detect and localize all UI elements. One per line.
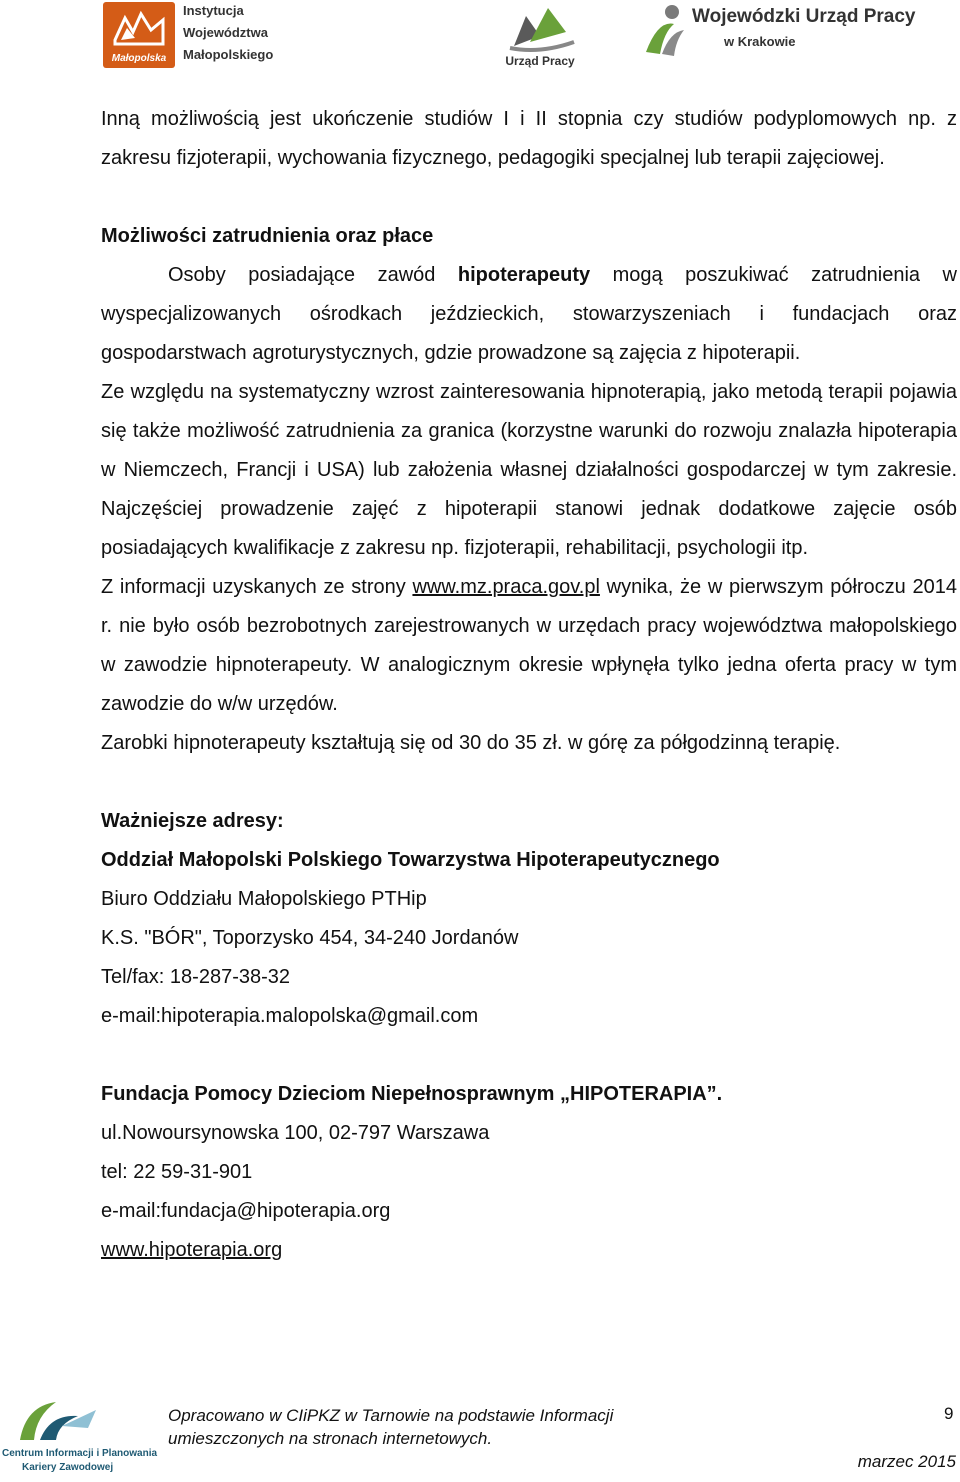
employment-p1-start: Osoby posiadające zawód [168, 264, 458, 286]
org2-name-text: Fundacja Pomocy Dzieciom Niepełnosprawnym „HIPOTERAPIA”. [101, 1083, 723, 1105]
employment-p3-start: Z informacji uzyskanych ze strony [101, 576, 413, 598]
org1-name [101, 841, 957, 880]
wup-logo-title: Wojewódzki Urząd Pracy [692, 6, 916, 27]
imp-logo-line1: Instytucja [183, 3, 244, 18]
ciipkz-logo-line1: Centrum Informacji i Planowania [2, 1448, 158, 1459]
employment-heading [101, 217, 957, 256]
employment-paragraph-4: Zarobki hipnoterapeuty kształtują się od 30 do 35 zł. w górę za półgodzinną terapię. [101, 732, 841, 754]
wup-figure-icon [640, 2, 690, 58]
org1-email: e-mail:hipoterapia.malopolska@gmail.com [101, 1005, 479, 1027]
mz-praca-link[interactable]: www.mz.praca.gov.pl [412, 576, 600, 598]
employment-p1-term: hipoterapeuty [457, 264, 591, 286]
org2-line1: ul.Nowoursynowska 100, 02-797 Warszawa [101, 1122, 490, 1144]
page-number: 9 [944, 1404, 954, 1423]
employment-paragraph-2: Ze względu na systematyczny wzrost zainteresowania hipnoterapią, jako metodą terapii pojawia się także możliwość zatrudnienia za granica (korzystne warunki do rozwoju znalazła hipoterapia w Niemczech, Francji i USA) lub założenia własnej działalności gospodarczej w tym zakresie. Najczęściej prowadzenie zajęć z hipoterapii stanowi jednak dodatkowe zajęcie osób posiadających kwalifikacje z zakresu np. fizjoterapii, rehabilitacji, psychologii itp. [101, 381, 957, 559]
employment-p1-end: mogą poszukiwać zatrudnienia w wyspecjalizowanych ośrodkach jeździeckich, stowarzyszeniach i fundacjach oraz gospodarstwach agroturystycznych, gdzie prowadzone są zajęcia z hipoterapii. [101, 264, 957, 364]
org1-line2: K.S. "BÓR", Toporzysko 454, 34-240 Jordanów [101, 927, 519, 949]
addresses-heading-text: Ważniejsze adresy: [101, 810, 284, 832]
employment-paragraph-1 [101, 256, 957, 373]
page-header [0, 0, 960, 78]
imp-logo-line2: Województwa [183, 25, 268, 40]
intro-paragraph: Inną możliwością jest ukończenie studiów I i II stopnia czy studiów podyplomowych np. z zakresu fizjoterapii, wychowania fizycznego, pedagogiki specjalnej lub terapii zajęciowej. [101, 108, 957, 169]
ciipkz-logo [2, 1396, 158, 1480]
ciipkz-emblem-icon [16, 1396, 106, 1444]
footer-note [168, 1404, 613, 1450]
org2-website-row [101, 1231, 957, 1270]
imp-logo-badge-text: Małopolska [111, 53, 167, 64]
hipoterapia-website-link[interactable]: www.hipoterapia.org [101, 1239, 283, 1261]
spacer [101, 763, 957, 802]
imp-logo-badge [103, 2, 175, 68]
urzad-pracy-logo-text: Urząd Pracy [505, 54, 575, 68]
urzad-pracy-logo [496, 2, 584, 74]
spacer [101, 1036, 957, 1075]
footer-date: marzec 2015 [857, 1452, 956, 1471]
imp-logo [103, 2, 293, 74]
page-footer [0, 1390, 960, 1482]
org2-email: e-mail:fundacja@hipoterapia.org [101, 1200, 391, 1222]
imp-logo-text [183, 0, 293, 66]
imp-logo-line3: Małopolskiego [183, 47, 274, 62]
urzad-pracy-emblem-icon [496, 2, 584, 54]
footer-note-line2: umieszczonych na stronach internetowych. [168, 1429, 493, 1448]
malopolska-emblem-icon [111, 10, 167, 48]
org1-line3: Tel/fax: 18-287-38-32 [101, 966, 291, 988]
footer-note-line1: Opracowano w CIiPKZ w Tarnowie na podstawie Informacji [168, 1406, 614, 1425]
addresses-heading [101, 802, 957, 841]
ciipkz-logo-line2: Kariery Zawodowej [22, 1462, 114, 1473]
document-body [101, 100, 957, 1270]
employment-heading-text: Możliwości zatrudnienia oraz płace [101, 225, 434, 247]
wup-logo-subtitle: w Krakowie [724, 34, 796, 49]
org2-name [101, 1075, 957, 1114]
spacer [101, 178, 957, 217]
org2-line2: tel: 22 59-31-901 [101, 1161, 253, 1183]
wup-logo [640, 2, 950, 62]
org1-line1: Biuro Oddziału Małopolskiego PTHip [101, 888, 427, 910]
employment-paragraph-3 [101, 568, 957, 724]
org1-name-text: Oddział Małopolski Polskiego Towarzystwa Hipoterapeutycznego [101, 849, 720, 871]
employment-p3-end: wynika, że w pierwszym półroczu 2014 r. nie było osób bezrobotnych zarejestrowanych w urzędach pracy województwa małopolskiego w zawodzie hipnoterapeuty. W analogicznym okresie wpłynęła tylko jedna oferta pracy w tym zawodzie do w/w urzędów. [101, 576, 957, 715]
